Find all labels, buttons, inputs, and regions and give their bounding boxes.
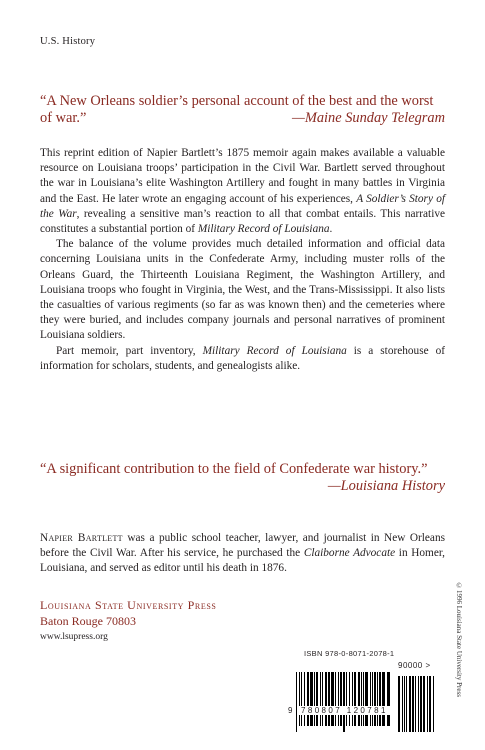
book-title-italic: Military Record of Louisiana bbox=[202, 344, 347, 357]
review-quote-source: —Maine Sunday Telegram bbox=[292, 110, 445, 126]
category-label: U.S. History bbox=[40, 36, 96, 47]
ean-digits: 780807 120781 bbox=[301, 706, 388, 715]
review-quote-top bbox=[40, 93, 445, 127]
publisher-name: Louisiana State University Press bbox=[40, 598, 217, 612]
bio-text: in Homer, Louisiana, and served as editor until his death in 1876. bbox=[40, 547, 445, 575]
description-text: . bbox=[329, 223, 333, 236]
description-text: is a storehouse of information for scholars, students, and genealogists alike. bbox=[40, 344, 446, 372]
description-text: Part memoir, part inventory, bbox=[56, 344, 203, 357]
price-code: 90000 > bbox=[398, 661, 431, 670]
ean-lead-digit: 9 bbox=[288, 706, 293, 715]
book-description bbox=[40, 146, 445, 374]
copyright-notice: ©1996 Louisiana State University Press bbox=[455, 582, 463, 697]
review-quote-source: —Louisiana History bbox=[327, 478, 445, 494]
publisher-url: www.lsupress.org bbox=[40, 632, 108, 642]
review-quote-text: “A New Orleans soldier’s personal account of the best and the worst of war.” bbox=[40, 93, 434, 126]
description-paragraph-1 bbox=[40, 146, 445, 237]
description-text: This reprint edition of Napier Bartlett’s 1875 memoir again makes available a valuable resource on Louisiana troops’ participation in the Civil War. Bartlett served throughout the war in Louisiana’s elite Washington Artillery and fought in many battles in Virginia and the East. He later wrote an engaging account of his experiences, bbox=[40, 147, 445, 205]
book-title-italic: A Soldier’s Story of the War bbox=[40, 192, 445, 220]
review-quote-text: “A significant contribution to the field of Confederate war history.” bbox=[40, 461, 428, 477]
author-bio bbox=[40, 531, 445, 577]
isbn-label: ISBN 978-0-8071-2078-1 bbox=[304, 649, 395, 658]
publisher-block bbox=[40, 597, 216, 645]
description-paragraph-3 bbox=[40, 344, 445, 374]
newspaper-title: Claiborne Advocate bbox=[303, 547, 396, 560]
bio-text: was a public school teacher, lawyer, and journalist in New Orleans before the Civil War. After his service, he purchased the bbox=[40, 532, 445, 560]
description-text: , revealing a sensitive man’s reaction to all that combat entails. This narrative constitutes a substantial portion of bbox=[40, 207, 445, 236]
barcode-image bbox=[288, 660, 438, 742]
author-name: Napier Bartlett bbox=[40, 532, 123, 544]
review-quote-bottom bbox=[40, 461, 445, 495]
publisher-city: Baton Rouge 70803 bbox=[40, 614, 136, 628]
book-title-italic: Military Record of Louisiana bbox=[197, 223, 330, 236]
description-paragraph-2: The balance of the volume provides much detailed information and official data concerning Louisiana units in the Confederate Army, including muster rolls of the Orleans Guard, the Thirteenth Louisiana Regiment, the Washington Artillery, and Louisiana troops who fought in Virginia, the West, and the Trans-Mississippi. It also lists the casualties of various regiments (so far as was known then) and the cemeteries where they were buried, and includes company journals and personal narratives of prominent Louisiana soldiers. bbox=[40, 238, 445, 342]
